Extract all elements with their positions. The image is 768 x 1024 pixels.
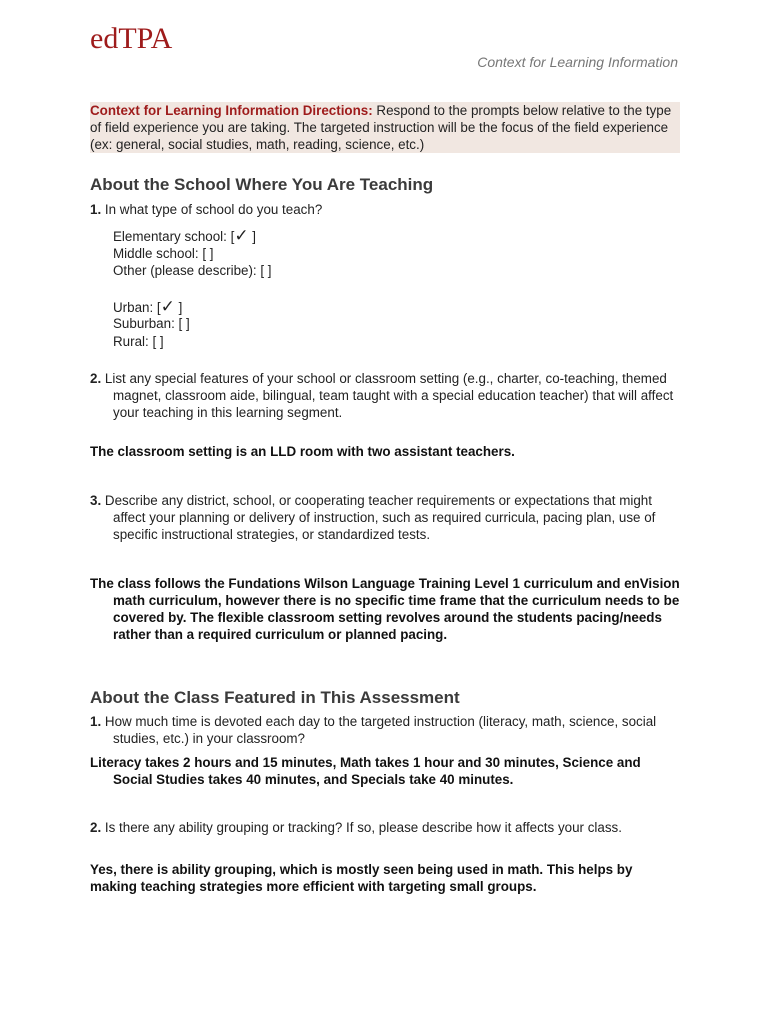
directions-block <box>90 102 680 153</box>
answer-ability-grouping: Yes, there is ability grouping, which is mostly seen being used in math. This helps by making teaching strategies more efficient with targeting small groups. <box>90 862 633 894</box>
question-1-time-devoted <box>90 713 680 747</box>
answer-time-devoted: Literacy takes 2 hours and 15 minutes, Math takes 1 hour and 30 minutes, Science and Social Studies takes 40 minutes, and Specials take 40 minutes. <box>90 755 641 787</box>
location-options <box>113 298 680 351</box>
edtpa-logo: edTPA <box>90 22 173 55</box>
answer-special-features: The classroom setting is an LLD room with two assistant teachers. <box>90 444 515 459</box>
question-number: 1. <box>90 202 102 217</box>
question-text: In what type of school do you teach? <box>101 202 323 217</box>
question-number: 3. <box>90 493 102 508</box>
option-elementary-school: Elementary school: [✓ ] <box>113 226 257 245</box>
question-text: Describe any district, school, or cooperating teacher requirements or expectations that might affect your planning or delivery of instruction, such as required curricula, pacing plan, use of specific instructional strategies, or standardized tests. <box>101 493 656 542</box>
directions-label: Context for Learning Information Directions: <box>90 103 373 118</box>
document-title: Context for Learning Information <box>477 54 678 70</box>
checkmark-icon: ✓ <box>160 296 175 316</box>
option-middle-school: Middle school: [ ] <box>113 245 214 261</box>
question-3-requirements <box>90 492 680 543</box>
question-number: 2. <box>90 820 102 835</box>
question-number: 2. <box>90 371 102 386</box>
option-rural: Rural: [ ] <box>113 333 164 349</box>
checkmark-icon: ✓ <box>234 226 249 245</box>
option-other-school: Other (please describe): [ ] <box>113 263 272 278</box>
document-body <box>90 102 680 895</box>
option-urban: Urban: [✓ ] <box>113 296 183 316</box>
option-suburban: Suburban: [ ] <box>113 316 190 331</box>
question-text: How much time is devoted each day to the targeted instruction (literacy, math, science, social studies, etc.) in your classroom? <box>101 714 657 746</box>
section-heading-class: About the Class Featured in This Assessment <box>90 688 460 707</box>
question-number: 1. <box>90 714 102 729</box>
question-2-special-features <box>90 370 680 421</box>
question-2-ability-grouping <box>90 819 680 836</box>
question-1-school-type <box>90 201 680 218</box>
section-heading-school: About the School Where You Are Teaching <box>90 175 434 194</box>
directions-text: Respond to the prompts below relative to the type of field experience you are taking. The targeted instruction will be the focus of the field experience (ex: general, social studies, math, reading, science, etc.) <box>90 103 672 152</box>
question-text: List any special features of your school or classroom setting (e.g., charter, co-teaching, themed magnet, classroom aide, bilingual, team taught with a special education teacher) that will affect your teaching in this learning segment. <box>101 371 674 420</box>
school-type-options <box>113 227 680 280</box>
question-text: Is there any ability grouping or tracking? If so, please describe how it affects your class. <box>101 820 622 835</box>
answer-requirements: The class follows the Fundations Wilson Language Training Level 1 curriculum and enVision math curriculum, however there is no specific time frame that the curriculum needs to be covered by. The flexible classroom setting revolves around the students pacing/needs rather than a required curriculum or planned pacing. <box>90 576 680 642</box>
